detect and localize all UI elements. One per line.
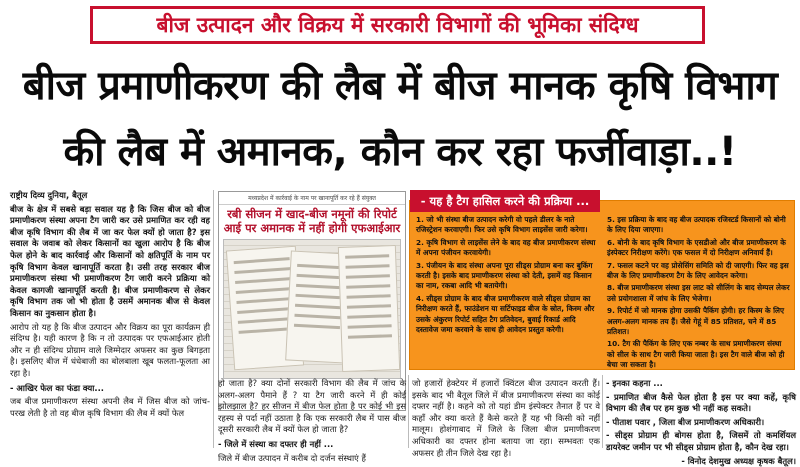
paragraph: जिले में बीज उत्पादन में करीब दो दर्जन संस्थाएं हैं	[218, 452, 366, 463]
subheading: - आखिर फेल का फंडा क्या...	[10, 382, 104, 393]
process-steps-left	[416, 215, 599, 365]
column-divider	[602, 375, 603, 448]
process-step: 7. फसल कटने पर वह प्रोसेसिंग समिति को दी जाएगी। फिर वह इस बीज के लिए प्रमाणीकरण टैग के लिए आवेदन करेगा।	[607, 260, 789, 281]
process-box-title: - यह है टैग हासिल करने की प्रक्रिया ...	[410, 190, 600, 212]
column-4	[606, 378, 796, 466]
quote: - सीड्स प्रोग्राम ही बोगस होता है, जिसमें तो कमर्शियल डायरेक्ट जमीन पर भी सीड्स प्रोग्राम होता है, कौन देख रहा।	[606, 430, 796, 452]
kicker-text: बीज उत्पादन और विक्रय में सरकारी विभागों की भूमिका संदिग्ध	[156, 13, 639, 37]
clipping-photo	[223, 239, 401, 379]
paragraph: जब बीज प्रमाणीकरण संस्था अपनी लैब में जिस बीज को जांच-परख लेती है तो वह बीज कृषि विभाग की लैब में क्यों फेल	[10, 396, 210, 418]
process-steps-right	[607, 215, 790, 370]
lead-paragraph: बीज के क्षेत्र में सबसे बड़ा सवाल यह है कि जिस बीज को बीज प्रमाणीकरण संस्था अपना टैग जारी कर उसे प्रमाणित कर रही वह बीज कृषि विभाग की लैब में जा कर फेल क्यों हो जाता है? इस सवाल के जवाब को लेकर किसानों का खुला आरोप है कि बीज फेल होने के बाद कार्रवाई और किसानों को क्षतिपूर्ति के नाम पर कृषि विभाग केवल खानापूर्ति करता है। उसी तरह सरकार बीज प्रमाणीकरण संस्था भी प्रमाणीकरण टैग जारी करने प्रक्रिया को केवल कागजी खानापूर्ति करती है। बीज प्रमाणीकरण से लेकर कृषि विभाग तक जो भी होता है उसमें अमानक बीज से केवल किसान का नुकसान होता है।	[10, 203, 210, 318]
clipping-headline: रबी सीजन में खाद-बीज नमूनों की रिपोर्ट आई पर अमानक में नहीं होगी एफआईआर	[223, 207, 401, 235]
column-1	[10, 190, 210, 448]
process-step: 6. बोनी के बाद कृषि विभाग के एसडीओ और बीज प्रमाणीकरण के इंस्पेक्टर निरीक्षण करेंगे। एक फसल में दो निरीक्षण अनिवार्य हैं।	[607, 237, 786, 258]
paragraph: जो हजारों हेक्टेयर में हजारों क्विंटल बीज उत्पादन करती हैं। इसके बाद भी बैतूल जिले में बीज प्रमाणीकरण संस्था का कोई दफ्तर नहीं है। कहने को तो यहां डीम इंस्पेक्टर तैनात हैं पर वे कहाँ और क्या करते हैं कैसे करते हैं यह भी किसी को नहीं मालूम। होशंगाबाद में जिले के जिला बीज प्रमाणीकरण अधिकारी का दफ्तर होना बताया जा रहा। सम्भवतः एक अफसर ही तीन जिले देख रहा है।	[412, 378, 600, 458]
column-3	[412, 378, 600, 458]
kicker-box	[90, 6, 705, 44]
subheading: - जिले में संस्था का दफ्तर ही नहीं ...	[218, 438, 334, 449]
paragraph: हो जाता है? क्या दोनों सरकारी विभाग की लैब में जांच के अलग-अलग पैमाने हैं ? या टैग जारी करने में ही कोई झोलझाल है? हर सीजन में बीज फेल होता है पर कोई भी इस रहस्य से पर्दा नहीं उठाता है कि एक सरकारी लैब में पास बीज दूसरी सरकारी लैब में क्यों फेल हो जाता है?	[218, 378, 406, 435]
headline-line-2: की लैब में अमानक, कौन कर रहा फर्जीवाड़ा..!	[63, 129, 737, 175]
quote: - प्रमाणित बीज कैसे फेल होता है इस पर क्या कहें, कृषि विभाग की लैब पर हम कुछ भी नहीं कह सकते।	[606, 391, 796, 414]
paragraph: आरोप तो यह है कि बीज उत्पादन और विक्रय का पूरा कार्यक्रम ही संदिग्ध है। यही कारण है कि न तो उत्पादक पर एफआईआर होती और न ही संदिग्ध प्रोग्राम वाले जिम्मेदार अफसर का कुछ बिगड़ता है। इसलिए बीज में धंधेबाजी का बोलबाला खूब फलता-फूलता आ रहा है।	[10, 321, 210, 378]
process-box-content	[416, 215, 790, 370]
process-step: 5. इस प्रक्रिया के बाद वह बीज उत्पादक रजिस्टर्ड किसानों को बोनी के लिए दिया जाएगा।	[607, 215, 786, 235]
process-box	[409, 194, 795, 370]
process-step: 9. रिपोर्ट में जो मानक होगा उसकी पैकिंग होगी। हर किस्म के लिए अलग-अलग मानक तय हैं। जैसे गेहूं में 85 प्रतिशत, चने में 85 प्रतिशत।	[607, 306, 784, 337]
process-step: 2. कृषि विभाग से लाइसेंस लेने के बाद वह बीज प्रमाणीकरण संस्था में अपना पंजीयन करवायेगी।	[416, 237, 596, 258]
quotes-label: - इनका कहना ...	[606, 378, 663, 388]
process-step: 8. बीज प्रमाणीकरण संस्था इस लाट को सीलिंग के बाद सेम्पल लेकर उसे प्रयोगशाला में जांच के लिए भेजेगा।	[607, 283, 790, 303]
main-headline	[6, 60, 794, 178]
process-step: 4. सीड्स प्रोग्राम के बाद बीज प्रमाणीकरण वाले सीड्स प्रोग्राम का निरीक्षण करते हैं, फाउंडेशन या सर्टिफाइड बीज के स्रोत, किस्म और उसके अंकुरण रिपोर्ट सहित टैग प्रतिवेदन, बुवाई रिकार्ड आदि दस्तावेज जमा करवाने के साथ ही आवेदन प्रस्तुत करेगी।	[416, 293, 595, 335]
column-2	[218, 378, 406, 463]
column-divider	[408, 375, 409, 448]
process-step: 3. पंजीयन के बाद संस्था अपना पूरा सीड्स प्रोग्राम बना कर बुकिंग करती है। इसके बाद प्रमाणीकरण संस्था को देती, इसमें वह किसान का नाम, रकबा आदि भी बतायेगी।	[416, 260, 593, 291]
process-step: 10. टैग की पैकिंग के लिए एक नम्बर के साथ प्रमाणीकरण संस्था को सील के साथ टैग जारी किया जाता है। इस टैग वाले बीज को ही बेचा जा सकता है।	[607, 339, 785, 370]
headline-line-1: बीज प्रमाणीकरण की लैब में बीज मानक कृषि विभाग	[22, 63, 778, 109]
dateline: राष्ट्रीय दिव्य दुनिया, बैतूल	[10, 190, 88, 200]
quote-attribution: - विनोद देशमुख अध्यक्ष कृषक बैतूल।	[681, 455, 796, 466]
process-step: 1. जो भी संस्था बीज उत्पादन करेगी वो पहले डीलर के नाते रजिस्ट्रेशन करवाएगी। फिर उसे कृषि विभाग लाइसेंस जारी करेगा।	[416, 215, 588, 235]
column-divider	[213, 190, 214, 448]
paper-sheet	[338, 245, 400, 372]
clipping-caption: मध्यप्रदेश में कार्रवाई के नाम पर खानापूर्ति कर रहे हैं संयुक्त	[219, 192, 405, 205]
quote-attribution: - पीताश पवार , जिला बीज प्रमाणीकरण अधिकारी।	[606, 416, 765, 427]
